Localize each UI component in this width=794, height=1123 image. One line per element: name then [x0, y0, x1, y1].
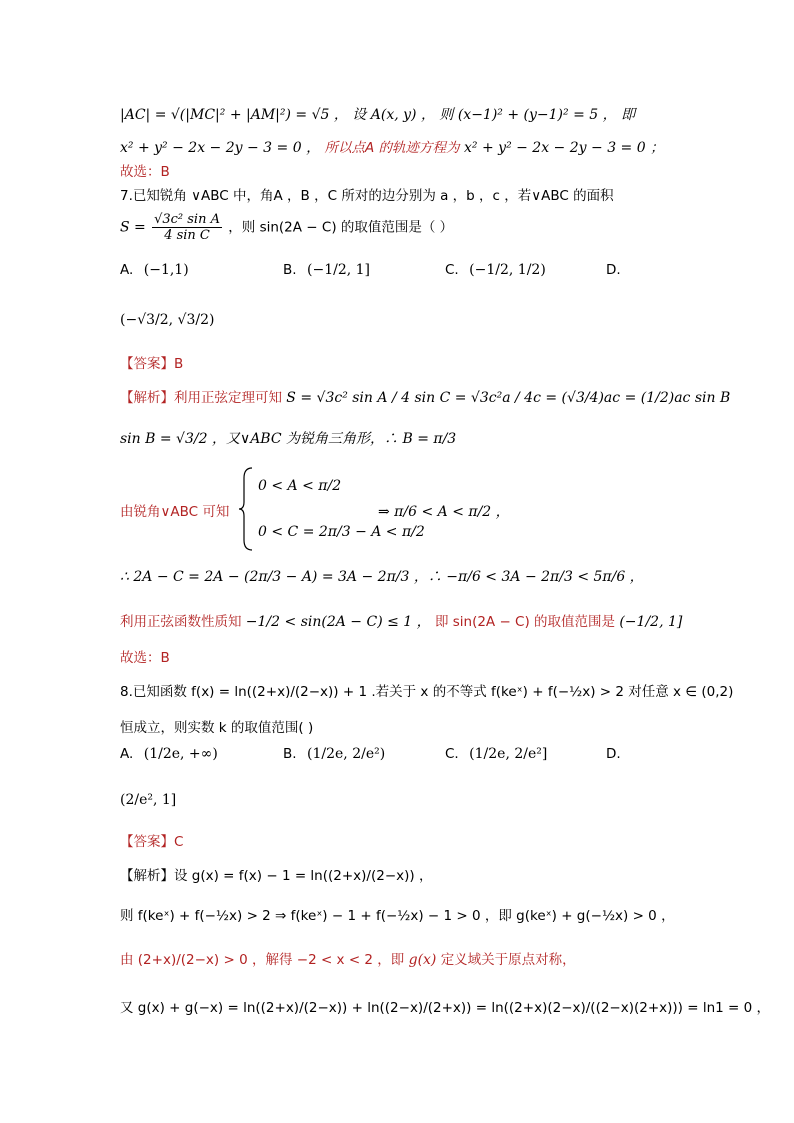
trajectory-eq-2: x² + y² − 2x − 2y − 3 = 0 ； [464, 140, 665, 156]
area-numerator: √3c² sin A [154, 212, 220, 227]
q8-option-a [120, 746, 218, 762]
q7-solution-5-range-label: 即 sin(2A − C) 的取值范围是 [434, 614, 616, 630]
q7-solution-1 [120, 386, 734, 406]
q7-option-b-label: B. [283, 262, 297, 278]
solution-line-2 [120, 136, 734, 157]
q7-solution-5 [120, 610, 734, 631]
q7-option-d-value: (−√3/2, √3/2) [120, 312, 215, 328]
question-7-stem: 7.已知锐角 ∨ABC 中，角A ，B ，C 所对的边分别为 a ，b ，c ，若∨ABC 的面积 [120, 188, 614, 204]
system-bottom: 0 < C = 2π/3 − A < π/2 [258, 524, 425, 540]
question-8-ask: 恒成立，则实数 k 的取值范围( ) [120, 720, 314, 736]
q8-option-a-label: A. [120, 746, 134, 762]
q8-option-b [283, 746, 385, 762]
q7-option-c [445, 262, 546, 278]
q7-answer: 【答案】B [120, 356, 184, 372]
question-7-area [120, 212, 734, 243]
q8-solution-3-tail: 定义域关于原点对称， [440, 952, 576, 968]
q8-option-c-value: (1/2e, 2/e²] [469, 746, 548, 762]
q7-option-d [606, 262, 627, 278]
q8-option-d-value: (2/e², 1] [120, 792, 177, 808]
system-brace [238, 466, 256, 552]
q8-option-a-value: (1/2e, +∞) [143, 746, 218, 762]
q7-solution-1-math: S = √3c² sin A / 4 sin C = √3c²a / 4c = (√3/4)ac = (1/2)ac sin B [286, 390, 731, 406]
q8-option-c-label: C. [445, 746, 459, 762]
area-denominator: 4 sin C [164, 228, 210, 243]
q7-solution-3-label: 由锐角∨ABC 可知 [120, 504, 230, 520]
q8-solution-3-text: 由 (2+x)/(2−x) > 0 ，解得 −2 < x < 2 ，即 [120, 952, 405, 968]
q8-solution-1: 【解析】设 g(x) = f(x) − 1 = ln((2+x)/(2−x)) ， [120, 868, 433, 884]
q7-option-a-value: (−1,1) [143, 262, 189, 278]
q8-solution-4: 又 g(x) + g(−x) = ln((2+x)/(2−x)) + ln((2−x)/(2+x)) = ln((2+x)(2−x)/((2−x)(2+x))) = ln1 = 0 ， [120, 1000, 771, 1016]
system-result: ⇒ π/6 < A < π/2 ， [378, 504, 510, 520]
q8-option-b-value: (1/2e, 2/e²) [307, 746, 386, 762]
question-7-ask: ，则 sin(2A − C) 的取值范围是（ ） [228, 219, 454, 236]
q8-option-b-label: B. [283, 746, 297, 762]
q8-solution-3 [120, 948, 734, 968]
q8-answer: 【答案】C [120, 834, 184, 850]
q7-option-d-label: D. [606, 262, 621, 278]
system-top: 0 < A < π/2 [258, 478, 342, 494]
question-8-stem: 8.已知函数 f(x) = ln((2+x)/(2−x)) + 1 .若关于 x 的不等式 f(keˣ) + f(−½x) > 2 对任意 x ∈ (0,2) [120, 684, 734, 700]
q7-option-c-label: C. [445, 262, 459, 278]
q7-option-a [120, 262, 189, 278]
q7-option-b [283, 262, 370, 278]
q7-solution-4: ∴ 2A − C = 2A − (2π/3 − A) = 3A − 2π/3 ，∴ −π/6 < 3A − 2π/3 < 5π/6 ， [120, 569, 644, 585]
q7-option-b-value: (−1/2, 1] [307, 262, 371, 278]
q7-solution-2: sin B = √3/2 ，又∨ABC 为锐角三角形，∴ B = π/3 [120, 431, 457, 447]
q8-solution-2: 则 f(keˣ) + f(−½x) > 2 ⇒ f(keˣ) − 1 + f(−½x) − 1 > 0 ，即 g(keˣ) + g(−½x) > 0 ， [120, 908, 675, 924]
q7-solution-5-label: 利用正弦函数性质知 [120, 614, 242, 630]
q8-option-d [606, 746, 627, 762]
q8-option-c [445, 746, 547, 762]
q8-solution-3-gx: g(x) [408, 952, 437, 968]
trajectory-eq-1: x² + y² − 2x − 2y − 3 = 0 ， [120, 140, 321, 156]
area-fraction [152, 212, 222, 243]
q7-choice: 故选：B [120, 650, 170, 666]
q7-solution-1-label: 【解析】利用正弦定理可知 [120, 390, 282, 406]
q7-option-c-value: (−1/2, 1/2) [469, 262, 546, 278]
trajectory-label: 所以点A 的轨迹方程为 [324, 140, 460, 156]
q7-solution-5-range: (−1/2, 1] [619, 614, 683, 630]
area-s: S = [120, 219, 146, 236]
choice-line-6: 故选：B [120, 164, 170, 180]
q8-option-d-label: D. [606, 746, 621, 762]
solution-line-1: |AC| = √(|MC|² + |AM|²) = √5 ， 设 A(x, y) ， 则 (x−1)² + (y−1)² = 5 ， 即 [120, 107, 636, 123]
q7-solution-5-math: −1/2 < sin(2A − C) ≤ 1 ， [245, 614, 431, 630]
q7-option-a-label: A. [120, 262, 134, 278]
